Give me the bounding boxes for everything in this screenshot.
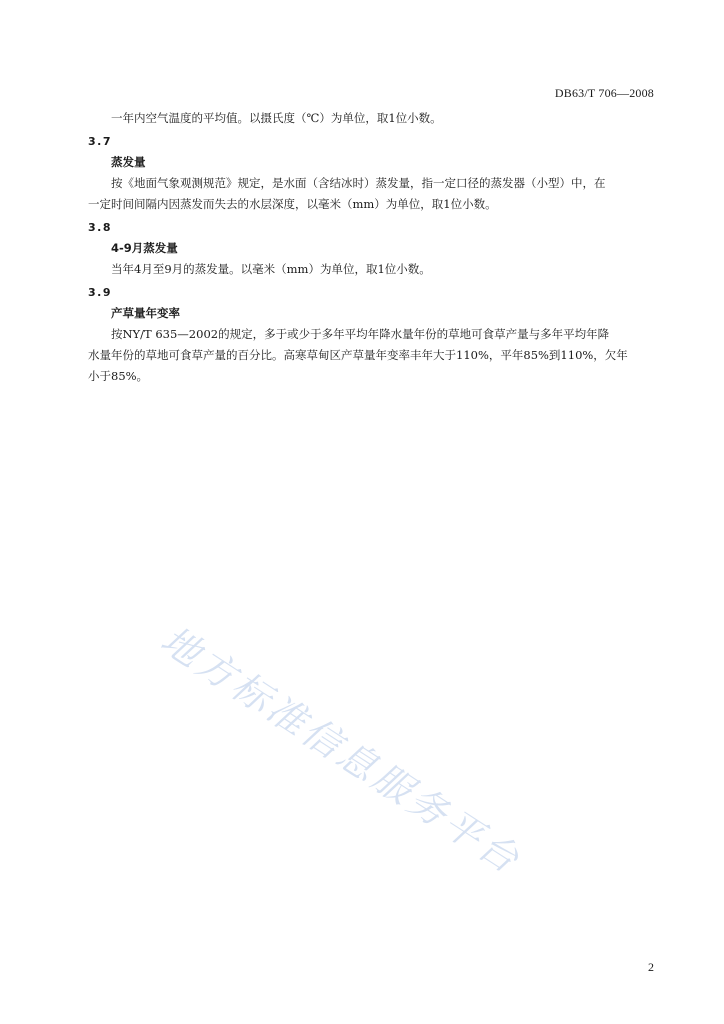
document-body [88, 108, 654, 387]
definition-line: 水量年份的草地可食草产量的百分比。高寒草甸区产草量年变率丰年大于110%，平年85%到110%，欠年 [88, 348, 628, 362]
section-number: 3.9 [88, 286, 112, 299]
section-term: 4-9月蒸发量 [111, 241, 178, 255]
definition-line: 按NY/T 635—2002的规定，多于或少于多年平均年降水量年份的草地可食草产量与多年平均年降 [111, 327, 610, 341]
page-number: 2 [648, 960, 654, 974]
definition-line: 按《地面气象观测规范》规定，是水面（含结冰时）蒸发量，指一定口径的蒸发器（小型）中，在 [111, 176, 606, 190]
section-3-7 [88, 131, 654, 215]
standard-code: DB63/T 706—2008 [554, 86, 654, 100]
section-number: 3.7 [88, 135, 112, 148]
section-3-8 [88, 217, 654, 280]
section-number: 3.8 [88, 221, 112, 234]
definition-line: 一定时间间隔内因蒸发而失去的水层深度，以毫米（mm）为单位，取1位小数。 [88, 197, 497, 211]
section-term: 产草量年变率 [111, 306, 180, 320]
section-3-9 [88, 282, 654, 387]
intro-line: 一年内空气温度的平均值。以摄氏度（℃）为单位，取1位小数。 [111, 111, 442, 125]
section-term: 蒸发量 [111, 155, 146, 169]
definition-line: 当年4月至9月的蒸发量。以毫米（mm）为单位，取1位小数。 [111, 262, 431, 276]
watermark-text: 地方标准信息服务平台 [153, 617, 530, 884]
definition-line: 小于85%。 [88, 369, 149, 383]
